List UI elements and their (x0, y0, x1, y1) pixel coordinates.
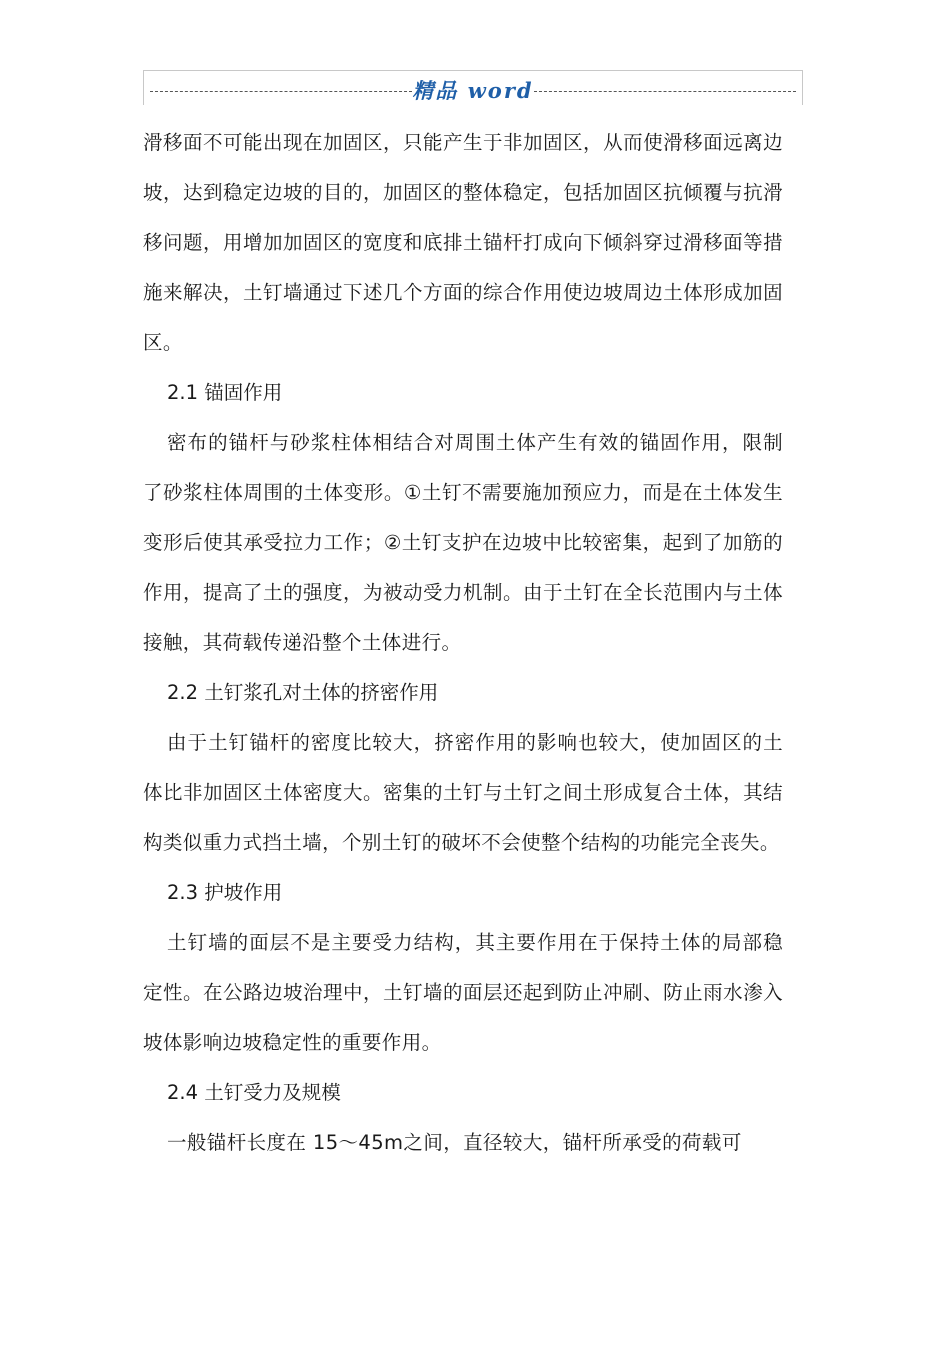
paragraph-anchoring: 密布的锚杆与砂浆柱体相结合对周围土体产生有效的锚固作用，限制了砂浆柱体周围的土体变形。①土钉不需要施加预应力，而是在土体发生变形后使其承受拉力工作；②土钉支护在边坡中比较密集，起到了加筋的作用，提高了土的强度，为被动受力机制。由于土钉在全长范围内与土体接触，其荷载传递沿整个土体进行。 (143, 431, 783, 654)
paragraph-intro: 滑移面不可能出现在加固区，只能产生于非加固区，从而使滑移面远离边坡，达到稳定边坡的目的，加固区的整体稳定，包括加固区抗倾覆与抗滑移问题，用增加加固区的宽度和底排土锚杆打成向下倾斜穿过滑移面等措施来解决，土钉墙通过下述几个方面的综合作用使边坡周边土体形成加固区。 (143, 131, 783, 354)
header-title: 精品 word (412, 78, 534, 103)
paragraph-soil-nail-loading: 一般锚杆长度在 15～45m之间，直径较大，锚杆所承受的荷载可 (167, 1131, 742, 1154)
paragraph-slope-protection: 土钉墙的面层不是主要受力结构，其主要作用在于保持土体的局部稳定性。在公路边坡治理中，土钉墙的面层还起到防止冲刷、防止雨水渗入坡体影响边坡稳定性的重要作用。 (143, 931, 783, 1054)
paragraph-compaction: 由于土钉锚杆的密度比较大，挤密作用的影响也较大，使加固区的土体比非加固区土体密度大。密集的土钉与土钉之间土形成复合土体，其结构类似重力式挡土墙，个别土钉的破坏不会使整个结构的功能完全丧失。 (143, 731, 783, 854)
section-heading-2-3: 2.3 护坡作用 (167, 881, 283, 904)
section-heading-2-1: 2.1 锚固作用 (167, 381, 283, 404)
page-header (143, 70, 803, 105)
header-dashed-line-right (534, 91, 796, 92)
document-body (143, 118, 783, 1168)
section-heading-2-2: 2.2 土钉浆孔对土体的挤密作用 (167, 681, 439, 704)
section-heading-2-4: 2.4 土钉受力及规模 (167, 1081, 341, 1104)
